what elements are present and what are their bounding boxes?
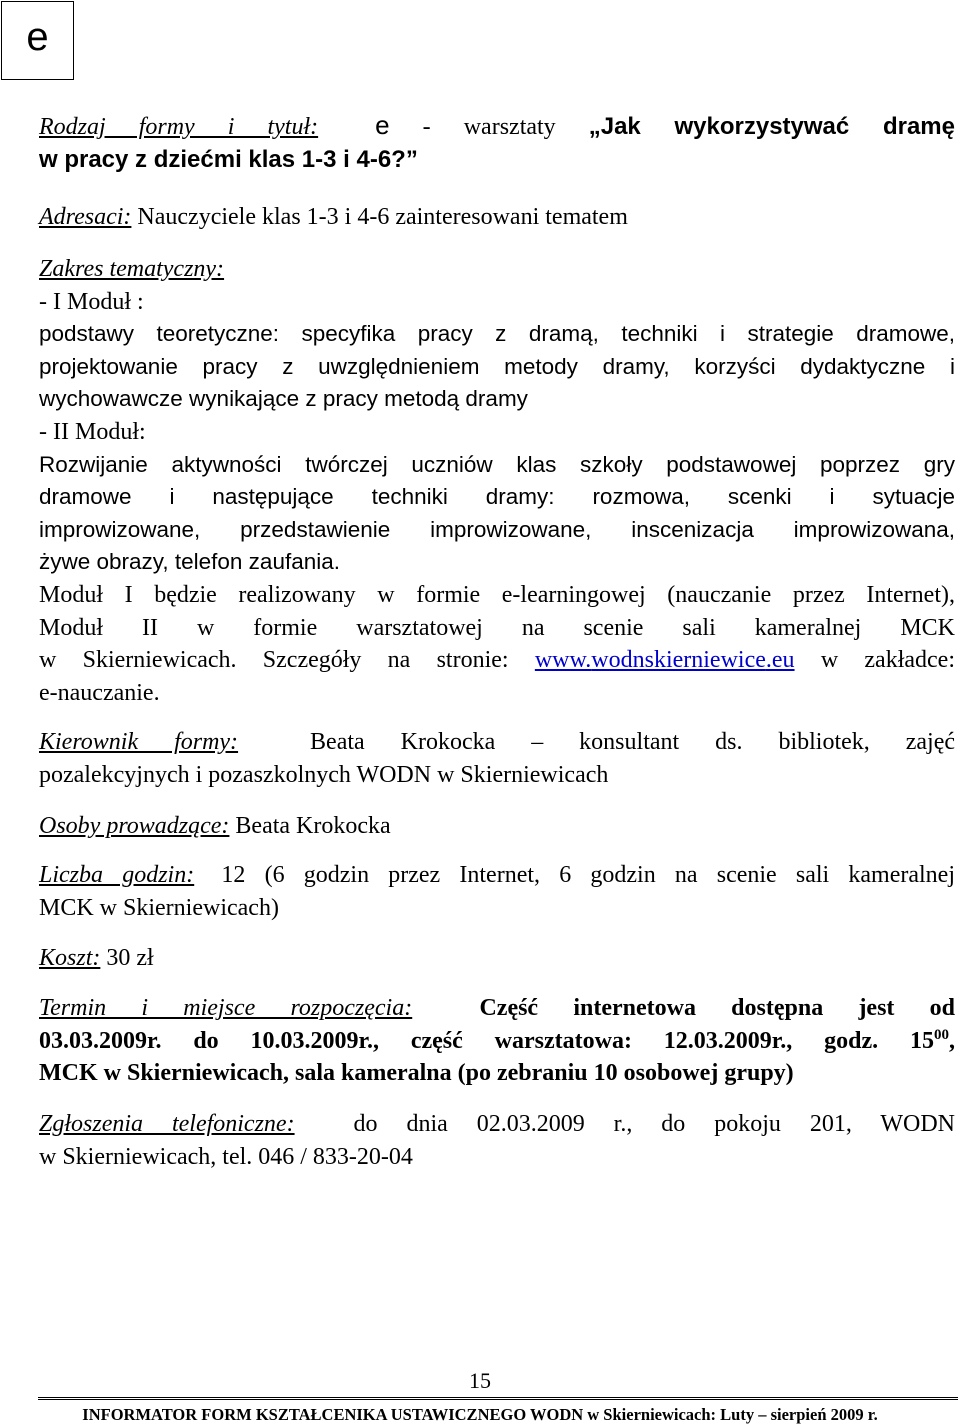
title-kind: warsztaty	[463, 114, 556, 140]
trainers-line	[39, 810, 955, 843]
module2-heading: - II Moduł:	[39, 418, 146, 445]
trainers-section	[39, 810, 955, 843]
cost-section	[39, 942, 955, 975]
footer-text: INFORMATOR FORM KSZTAŁCENIKA USTAWICZNEGO WODN w Skierniewicach: Luty – sierpień 2009 r.	[82, 1405, 878, 1424]
trainers-label: Osoby prowadzące:	[39, 813, 230, 839]
term-section	[39, 992, 955, 1090]
format-line-4: e-nauczanie.	[39, 679, 160, 706]
hours-line-1	[39, 859, 955, 892]
module2-line-2: dramowe i następujące techniki dramy: rozmowa, scenki i sytuacje	[39, 484, 955, 510]
footer-divider	[38, 1397, 958, 1400]
module1-line-1: podstawy teoretyczne: specyfika pracy z dramą, techniki i strategie dramowe,	[39, 321, 955, 347]
title-dash: -	[422, 114, 431, 140]
phone-line-1	[39, 1108, 955, 1141]
title-label: Rodzaj formy i tytuł:	[39, 114, 319, 140]
format-line-2: Moduł II w formie warsztatowej na scenie sali kameralnej MCK	[39, 614, 955, 641]
leader-label: Kierownik formy:	[39, 729, 239, 755]
cost-label: Koszt:	[39, 945, 101, 971]
cost-value: 30 zł	[106, 945, 154, 971]
hours-section	[39, 859, 955, 924]
leader-line-1	[39, 726, 955, 759]
page-number: 15	[469, 1368, 491, 1393]
module2-line-3: improwizowane, przedstawienie improwizowane, inscenizacja improwizowana,	[39, 516, 955, 542]
scope-label: Zakres tematyczny:	[39, 256, 225, 282]
scope-section	[39, 253, 955, 709]
phone-value-1: do dnia 02.03.2009 r., do pokoju 201, WODN	[353, 1111, 956, 1137]
hours-line-2: MCK w Skierniewicach)	[39, 894, 279, 921]
phone-label: Zgłoszenia telefoniczne:	[39, 1111, 295, 1137]
format-line-3-tail: w zakładce:	[820, 647, 956, 674]
module1-line-2: projektowanie pracy z uwzględnieniem metody dramy, korzyści dydaktyczne i	[39, 353, 955, 379]
term-label: Termin i miejsce rozpoczęcia:	[39, 995, 413, 1021]
term-value-1: Część internetowa dostępna jest od	[479, 995, 955, 1021]
phone-line-2: w Skierniewicach, tel. 046 / 833-20-04	[39, 1143, 413, 1170]
module2-line-1: Rozwijanie aktywności twórczej uczniów klas szkoły podstawowej poprzez gry	[39, 451, 955, 477]
term-line-3: MCK w Skierniewicach, sala kameralna (po zebraniu 10 osobowej grupy)	[39, 1060, 794, 1087]
format-line-1: Moduł I będzie realizowany w formie e-learningowej (nauczanie przez Internet),	[39, 581, 955, 608]
module2-line-4: żywe obrazy, telefon zaufania.	[39, 549, 341, 575]
term-line-1	[39, 992, 955, 1025]
module1-line-3: wychowawcze wynikające z pracy metodą dramy	[39, 386, 528, 412]
format-line-3	[39, 644, 955, 677]
term-value-2: 03.03.2009r. do 10.03.2009r., część warsztatowa: 12.03.2009r., godz. 15	[39, 1027, 934, 1054]
addressees-label: Adresaci:	[39, 204, 132, 230]
form-code-badge	[1, 1, 74, 80]
hours-value-1: 12 (6 godzin przez Internet, 6 godzin na scenie sali kameralnej	[221, 862, 955, 888]
phone-section	[39, 1108, 955, 1173]
format-line-3-text: w Skierniewicach. Szczegóły na stronie:	[39, 647, 509, 674]
term-time-minutes: 00	[934, 1026, 949, 1043]
addressees-value: Nauczyciele klas 1-3 i 4-6 zainteresowani tematem	[137, 204, 628, 230]
title-letter: e	[375, 110, 390, 140]
cost-line	[39, 942, 955, 975]
website-link[interactable]: www.wodnskierniewice.eu	[534, 647, 795, 674]
term-line-2	[39, 1025, 955, 1058]
leader-section	[39, 726, 955, 791]
hours-label: Liczba godzin:	[39, 862, 195, 888]
addressees-section	[39, 201, 955, 234]
form-code-letter: e	[26, 15, 49, 59]
module1-heading: - I Moduł :	[39, 288, 144, 315]
title-section	[39, 109, 955, 176]
title-name-part2: w pracy z dziećmi klas 1-3 i 4-6?”	[39, 145, 418, 173]
scope-label-line	[39, 253, 955, 286]
term-value-2-tail: ,	[949, 1027, 955, 1054]
addressees-line	[39, 201, 955, 234]
leader-line-2: pozalekcyjnych i pozaszkolnych WODN w Skierniewicach	[39, 761, 609, 788]
title-line-1	[39, 109, 955, 144]
trainers-value: Beata Krokocka	[235, 813, 391, 839]
title-name-part1: „Jak wykorzystywać dramę	[588, 113, 955, 140]
title-line-2	[39, 144, 955, 177]
leader-value-1: Beata Krokocka – konsultant ds. bibliotek, zajęć	[310, 729, 956, 755]
